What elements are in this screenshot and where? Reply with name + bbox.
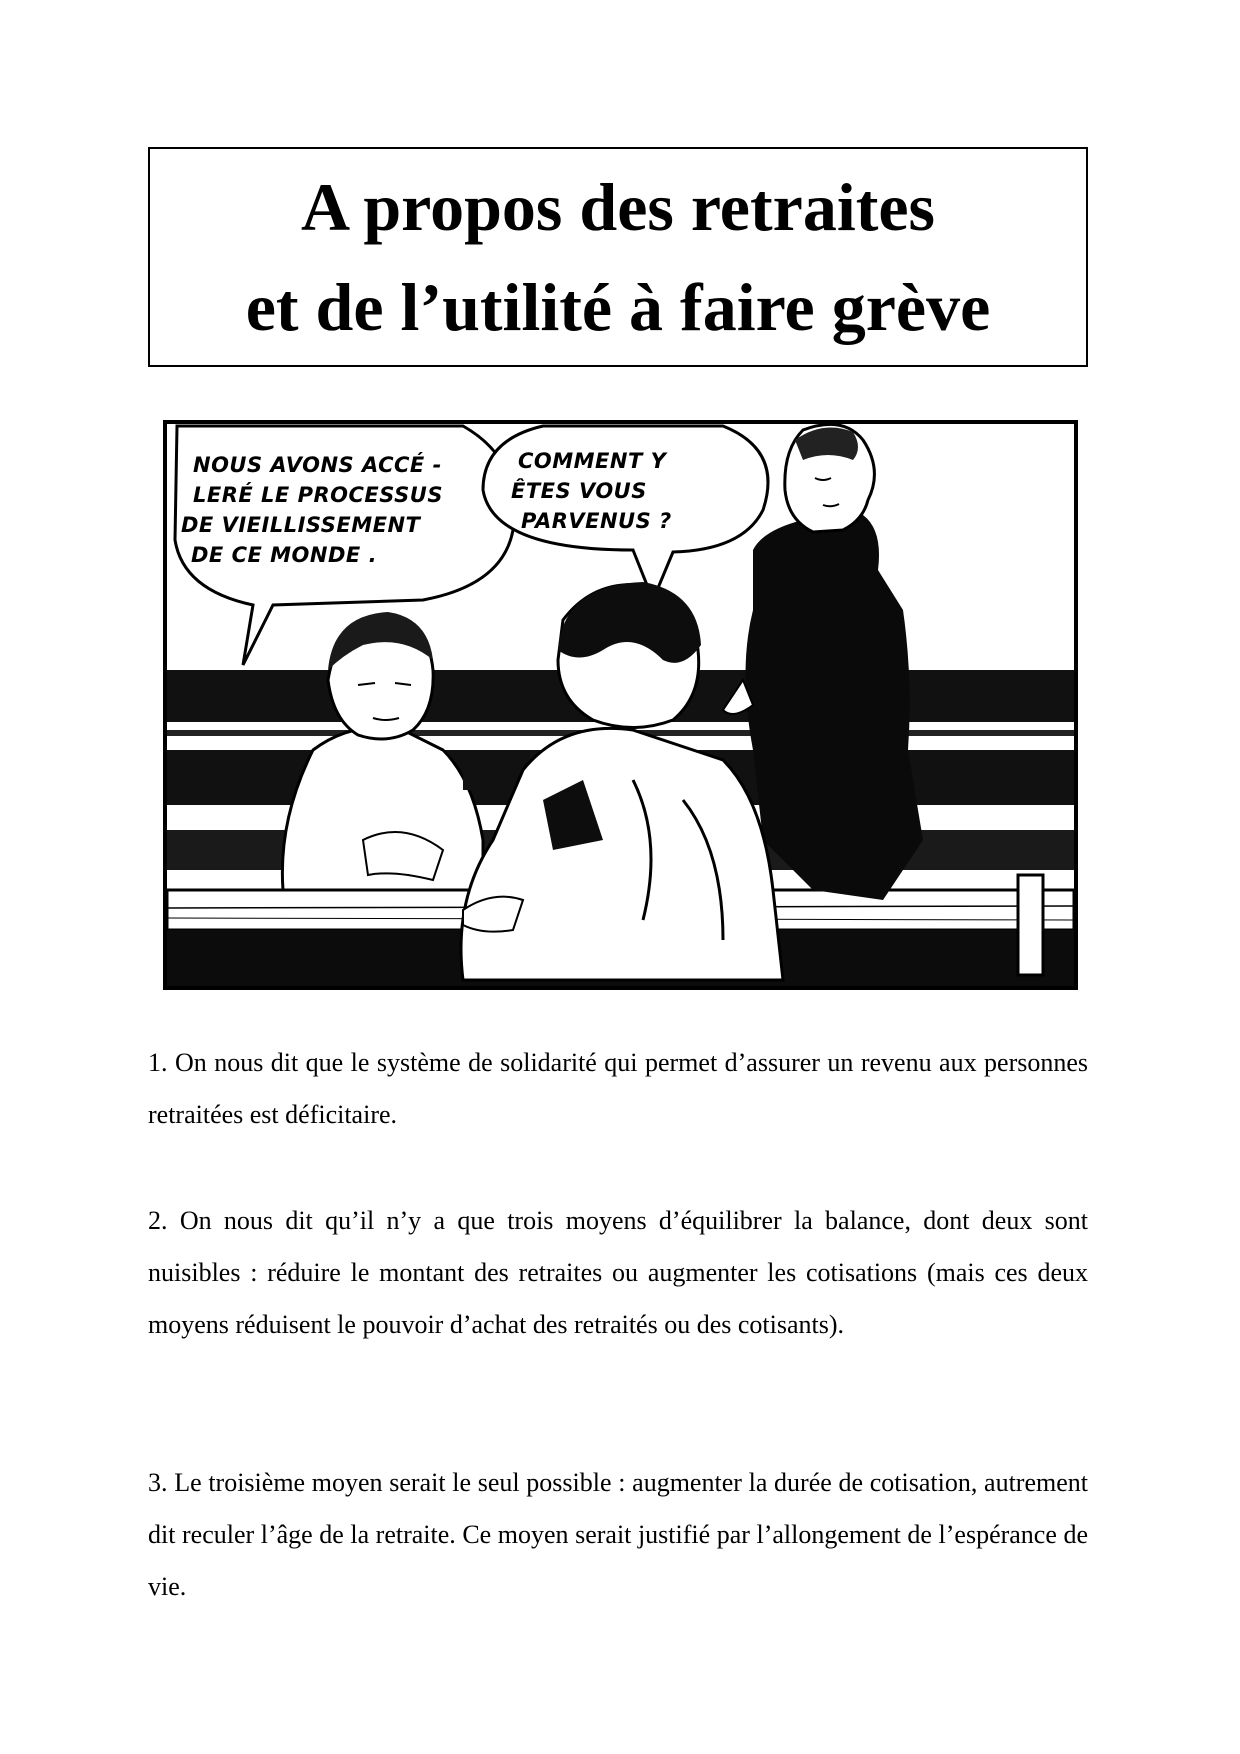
bubble-right-line-3: PARVENUS ? [521, 509, 672, 533]
bubble-right-line-2: ÊTES VOUS [511, 479, 647, 503]
comic-illustration [163, 420, 1078, 990]
bubble-right-line-1: COMMENT Y [518, 449, 667, 473]
bubble-left-line-2: LERÉ LE PROCESSUS [193, 483, 443, 507]
bubble-left-line-1: NOUS AVONS ACCÉ - [193, 453, 442, 477]
comic-panel [163, 420, 1078, 990]
bubble-left-line-3: DE VIEILLISSEMENT [181, 513, 421, 537]
title-line-2: et de l’utilité à faire grève [245, 269, 991, 345]
title-box [148, 147, 1088, 367]
paragraph-1: 1. On nous dit que le système de solidarité qui permet d’assurer un revenu aux personnes retraitées est déficitaire. [148, 1048, 1088, 1129]
paragraph-2: 2. On nous dit qu’il n’y a que trois moyens d’équilibrer la balance, dont deux sont nuisibles : réduire le montant des retraites ou augmenter les cotisations (mais ces deux moyens réduisent le pouvoir d’achat des retraités ou des cotisants). [148, 1206, 1088, 1339]
paragraph-3: 3. Le troisième moyen serait le seul possible : augmenter la durée de cotisation, autrement dit reculer l’âge de la retraite. Ce moyen serait justifié par l’allongement de l’espérance de vie. [148, 1468, 1088, 1601]
title-line-1: A propos des retraites [300, 169, 935, 245]
bubble-left-line-4: DE CE MONDE . [191, 543, 378, 567]
